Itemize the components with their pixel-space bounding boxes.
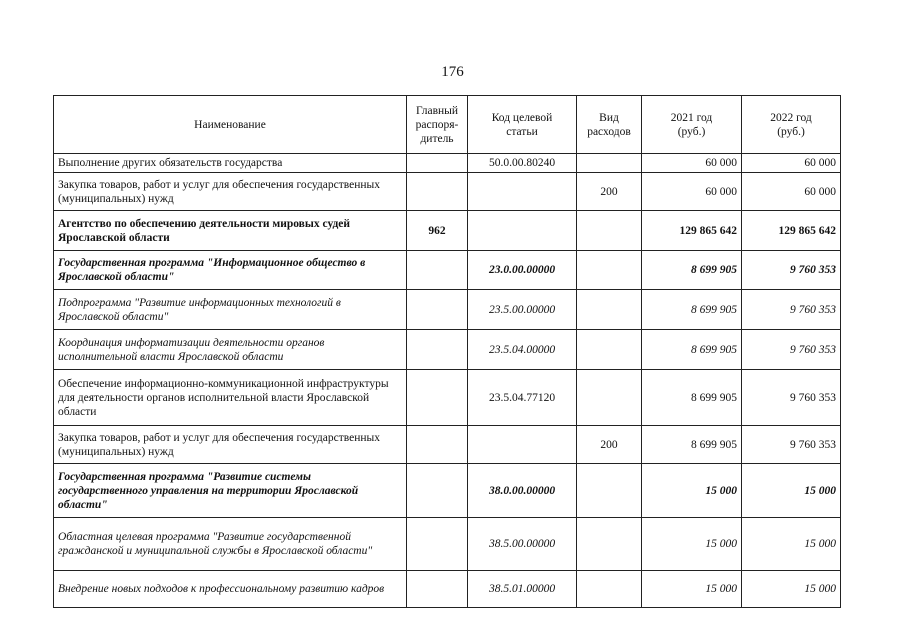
row-2021: 129 865 642 — [642, 211, 742, 251]
row-admin — [407, 518, 468, 571]
page-number: 176 — [441, 64, 464, 80]
row-code — [468, 173, 577, 211]
row-name: Закупка товаров, работ и услуг для обеспечения государственных (муниципальных) нужд — [54, 426, 407, 464]
row-admin: 962 — [407, 211, 468, 251]
row-2021: 8 699 905 — [642, 426, 742, 464]
row-code: 50.0.00.80240 — [468, 154, 577, 173]
table-header-row — [54, 96, 841, 154]
row-code: 23.0.00.00000 — [468, 251, 577, 290]
row-2021: 8 699 905 — [642, 370, 742, 426]
row-admin — [407, 290, 468, 330]
row-admin — [407, 464, 468, 518]
row-type: 200 — [577, 173, 642, 211]
header-name: Наименование — [54, 96, 407, 154]
row-name: Обеспечение информационно-коммуникационной инфраструктуры для деятельности органов исполнительной власти Ярославской области — [54, 370, 407, 426]
row-name: Агентство по обеспечению деятельности мировых судей Ярославской области — [54, 211, 407, 251]
row-2021: 15 000 — [642, 464, 742, 518]
header-admin: Главный распоря- дитель — [407, 96, 468, 154]
row-type — [577, 464, 642, 518]
row-admin — [407, 426, 468, 464]
row-name: Подпрограмма "Развитие информационных технологий в Ярославской области" — [54, 290, 407, 330]
row-2021: 60 000 — [642, 173, 742, 211]
row-2021: 8 699 905 — [642, 251, 742, 290]
row-type — [577, 211, 642, 251]
table-row — [54, 211, 841, 251]
header-2021: 2021 год (руб.) — [642, 96, 742, 154]
row-name: Областная целевая программа "Развитие государственной гражданской и муниципальной службы в Ярославской области" — [54, 518, 407, 571]
row-name: Координация информатизации деятельности органов исполнительной власти Ярославской области — [54, 330, 407, 370]
row-name: Выполнение других обязательств государства — [54, 154, 407, 173]
row-admin — [407, 571, 468, 608]
row-2021: 8 699 905 — [642, 290, 742, 330]
header-type: Вид расходов — [577, 96, 642, 154]
row-2022: 9 760 353 — [742, 290, 841, 330]
row-admin — [407, 370, 468, 426]
row-code — [468, 211, 577, 251]
row-2021: 15 000 — [642, 518, 742, 571]
row-2022: 9 760 353 — [742, 426, 841, 464]
table-row — [54, 330, 841, 370]
row-type: 200 — [577, 426, 642, 464]
row-code: 38.5.00.00000 — [468, 518, 577, 571]
table-row — [54, 518, 841, 571]
row-type — [577, 290, 642, 330]
table-row — [54, 154, 841, 173]
row-2022: 9 760 353 — [742, 330, 841, 370]
table-row — [54, 571, 841, 608]
row-2021: 15 000 — [642, 571, 742, 608]
row-type — [577, 370, 642, 426]
row-name: Государственная программа "Информационное общество в Ярославской области" — [54, 251, 407, 290]
row-type — [577, 251, 642, 290]
row-2022: 129 865 642 — [742, 211, 841, 251]
row-name: Внедрение новых подходов к профессиональному развитию кадров — [54, 571, 407, 608]
row-code: 23.5.00.00000 — [468, 290, 577, 330]
table-row — [54, 251, 841, 290]
row-name: Закупка товаров, работ и услуг для обеспечения государственных (муниципальных) нужд — [54, 173, 407, 211]
row-admin — [407, 251, 468, 290]
row-2022: 15 000 — [742, 518, 841, 571]
row-type — [577, 330, 642, 370]
table-row — [54, 464, 841, 518]
row-2022: 15 000 — [742, 571, 841, 608]
row-2022: 60 000 — [742, 173, 841, 211]
row-type — [577, 518, 642, 571]
row-code: 23.5.04.00000 — [468, 330, 577, 370]
row-name: Государственная программа "Развитие системы государственного управления на территории Ярославской области" — [54, 464, 407, 518]
table-row — [54, 290, 841, 330]
row-code: 38.5.01.00000 — [468, 571, 577, 608]
table-row — [54, 173, 841, 211]
header-code: Код целевой статьи — [468, 96, 577, 154]
budget-table — [53, 95, 841, 608]
row-code: 23.5.04.77120 — [468, 370, 577, 426]
row-admin — [407, 330, 468, 370]
row-code — [468, 426, 577, 464]
row-type — [577, 154, 642, 173]
row-2022: 60 000 — [742, 154, 841, 173]
row-code: 38.0.00.00000 — [468, 464, 577, 518]
row-2021: 60 000 — [642, 154, 742, 173]
row-type — [577, 571, 642, 608]
row-2022: 9 760 353 — [742, 251, 841, 290]
row-2022: 9 760 353 — [742, 370, 841, 426]
row-2022: 15 000 — [742, 464, 841, 518]
table-row — [54, 370, 841, 426]
table-row — [54, 426, 841, 464]
row-2021: 8 699 905 — [642, 330, 742, 370]
row-admin — [407, 173, 468, 211]
header-2022: 2022 год (руб.) — [742, 96, 841, 154]
row-admin — [407, 154, 468, 173]
